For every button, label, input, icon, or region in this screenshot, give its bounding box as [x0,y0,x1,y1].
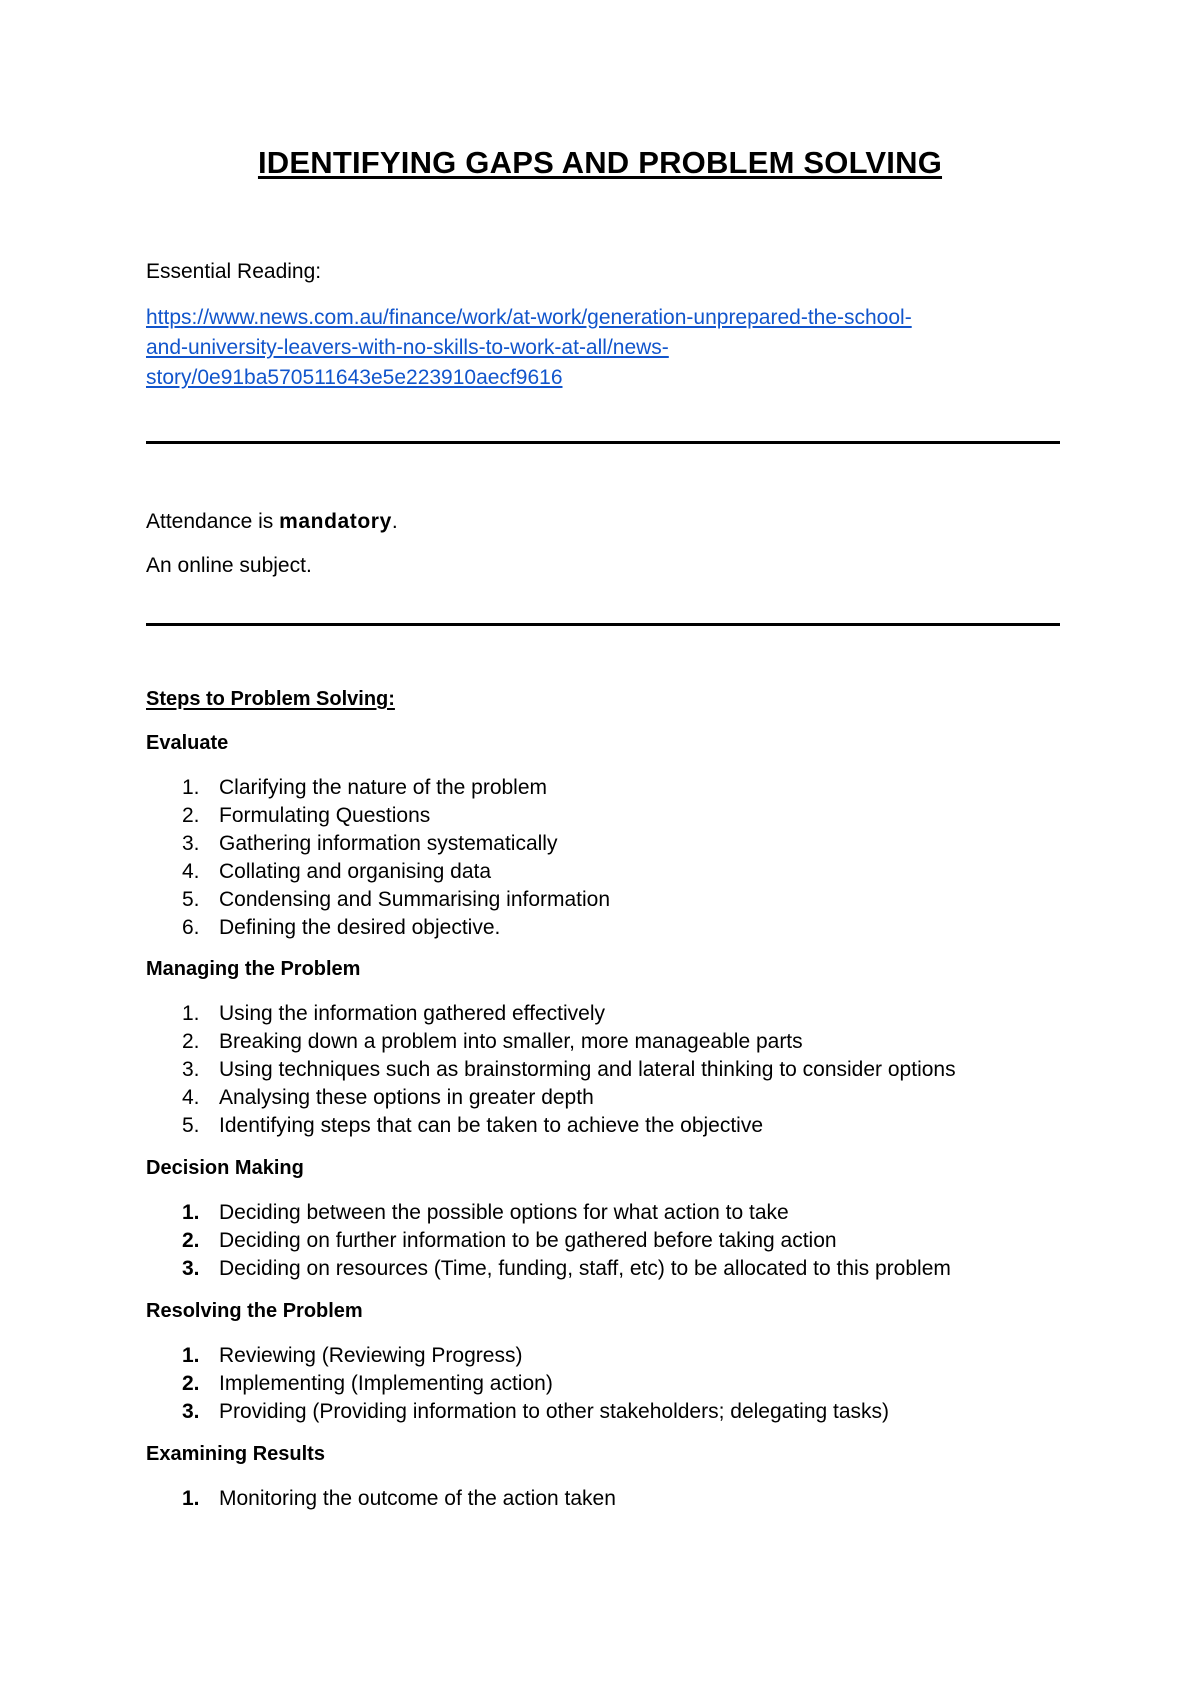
list-number: 1. [182,1487,200,1510]
section-heading-decision: Decision Making [146,1157,304,1179]
list-item-text: Reviewing (Reviewing Progress) [219,1344,523,1367]
list-item-text: Formulating Questions [219,804,431,827]
list-number: 2. [182,804,200,827]
list-number: 3. [182,1058,200,1081]
document-title: IDENTIFYING GAPS AND PROBLEM SOLVING [257,145,943,180]
section-heading-examining: Examining Results [146,1443,325,1465]
link-line-3[interactable]: story/0e91ba570511643e5e223910aecf9616 [146,366,563,389]
essential-reading-label: Essential Reading: [146,260,322,283]
list-number: 3. [182,1400,200,1423]
link-line-1[interactable]: https://www.news.com.au/finance/work/at-work/generation-unprepared-the-school- [146,306,912,329]
list-item-text: Using the information gathered effectively [219,1002,605,1025]
list-number: 3. [182,1257,200,1280]
list-item-text: Using techniques such as brainstorming and lateral thinking to consider options [219,1058,956,1081]
list-number: 5. [182,888,200,911]
list-item-text: Collating and organising data [219,860,492,883]
list-item-text: Monitoring the outcome of the action taken [219,1487,616,1510]
link-line-2[interactable]: and-university-leavers-with-no-skills-to-work-at-all/news- [146,336,669,359]
list-number: 2. [182,1372,200,1395]
list-item-text: Deciding on further information to be gathered before taking action [219,1229,837,1252]
list-item-text: Breaking down a problem into smaller, more manageable parts [219,1030,803,1053]
list-item-text: Deciding on resources (Time, funding, staff, etc) to be allocated to this problem [219,1257,951,1280]
list-item-text: Implementing (Implementing action) [219,1372,553,1395]
list-number: 5. [182,1114,200,1137]
list-item-text: Identifying steps that can be taken to achieve the objective [219,1114,764,1137]
list-number: 3. [182,832,200,855]
list-number: 2. [182,1229,200,1252]
list-item-text: Gathering information systematically [219,832,558,855]
list-number: 1. [182,776,200,799]
online-note: An online subject. [146,554,312,577]
steps-heading: Steps to Problem Solving: [146,688,395,710]
list-item-text: Clarifying the nature of the problem [219,776,548,799]
list-item-text: Condensing and Summarising information [219,888,611,911]
list-number: 1. [182,1344,200,1367]
list-number: 4. [182,860,200,883]
list-number: 1. [182,1002,200,1025]
section-heading-resolving: Resolving the Problem [146,1300,363,1322]
attendance-emphasis: mandatory [279,510,392,533]
divider-2 [146,623,1060,626]
list-item-text: Deciding between the possible options for what action to take [219,1201,789,1224]
divider-1 [146,441,1060,444]
attendance-note [146,507,398,537]
list-number: 4. [182,1086,200,1109]
section-heading-managing: Managing the Problem [146,958,361,980]
attendance-suffix: . [391,510,398,533]
list-number: 2. [182,1030,200,1053]
list-item-text: Analysing these options in greater depth [219,1086,594,1109]
essential-reading-link[interactable] [146,303,1046,393]
list-number: 6. [182,916,200,939]
section-heading-evaluate: Evaluate [146,732,229,754]
list-item-text: Defining the desired objective. [219,916,501,939]
list-item-text: Providing (Providing information to other stakeholders; delegating tasks) [219,1400,890,1423]
list-number: 1. [182,1201,200,1224]
attendance-prefix: Attendance is [146,510,280,533]
